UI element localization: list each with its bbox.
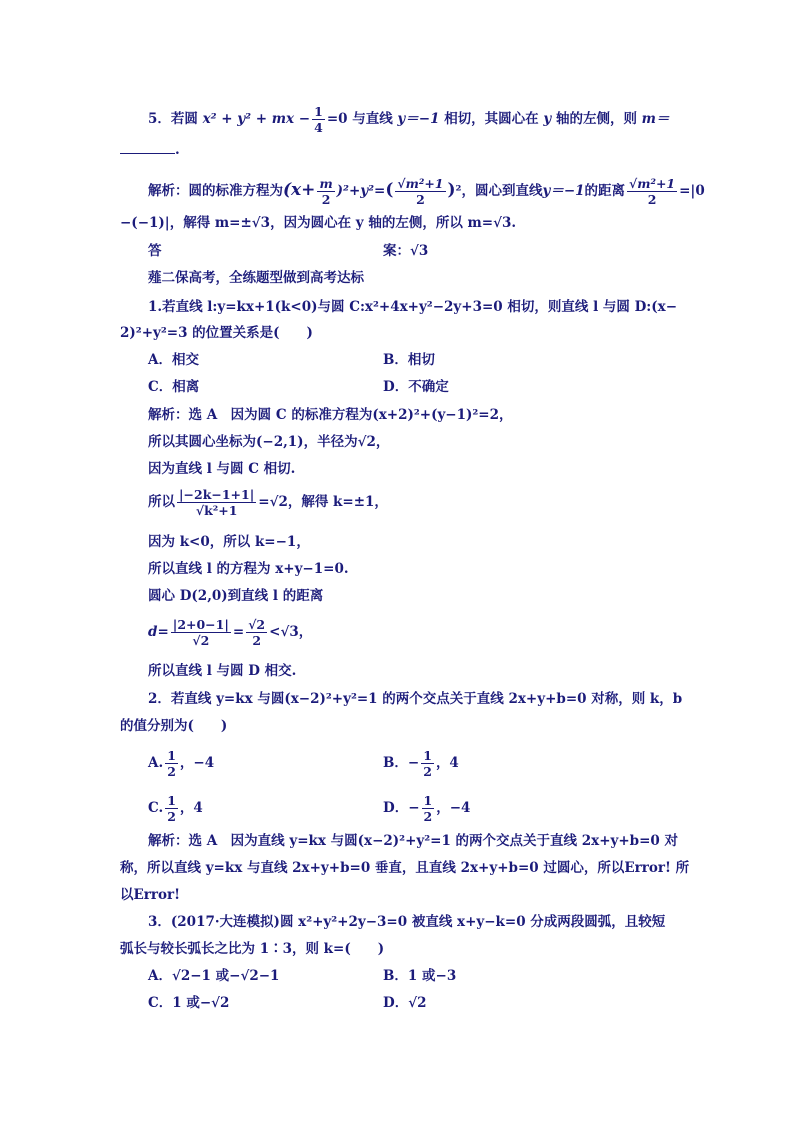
- sol-text: 圆的标准方程为: [188, 183, 283, 199]
- frac-num: √m²+1: [629, 176, 676, 191]
- answer-value: √3: [410, 243, 429, 259]
- q3-stem-line2: 弧长与较长弧长之比为 1∶3，则 k=( ): [120, 941, 385, 957]
- sol-text: =: [232, 624, 245, 640]
- q1-solution-line1: 解析：选 A 因为圆 C 的标准方程为(x+2)²+(y−1)²=2，: [148, 407, 513, 423]
- opt-letter: C.: [148, 800, 164, 816]
- q3-option-c: C．1 或−√2: [148, 995, 230, 1011]
- q2-solution-line1: 解析：选 A 因为直线 y=kx 与圆(x−2)²+y²=1 的两个交点关于直线 2x+y+b=0 对: [148, 833, 678, 849]
- frac-den: √2: [192, 633, 210, 648]
- opt-text: ，−4: [436, 800, 471, 816]
- q2-solution-line2: 称，所以直线 y=kx 与直线 2x+y+b=0 垂直，且直线 2x+y+b=0 过圆心，所以Error! 所: [120, 860, 690, 876]
- frac-den: 2: [423, 809, 433, 824]
- q1-solution-line6: 所以直线 l 的方程为 x+y−1=0.: [148, 561, 349, 577]
- q3-option-d: D．√2: [383, 995, 427, 1011]
- section-title: 薤二保高考，全练题型做到高考达标: [148, 270, 364, 286]
- q5-stem-line1: [148, 104, 669, 135]
- sol-text: 所以: [148, 494, 175, 510]
- q5-answer-blank: [120, 140, 180, 160]
- q1-option-d: D．不确定: [383, 379, 449, 395]
- q5-answer: [383, 241, 428, 261]
- q1-stem-line1: 1.若直线 l:y=kx+1(k<0)与圆 C:x²+4x+y²−2y+3=0 相切，则直线 l 与圆 D:(x−: [148, 299, 678, 315]
- period: .: [175, 142, 180, 158]
- q2-solution-line3: 以Error!: [120, 887, 181, 903]
- frac-num: 1: [314, 104, 323, 119]
- q5-answer-label-a: 答: [148, 243, 162, 259]
- q3-option-a: A．√2−1 或−√2−1: [148, 968, 280, 984]
- frac-den: √k²+1: [195, 503, 238, 518]
- q2-option-a: [148, 748, 214, 779]
- opt-fraction: [165, 793, 178, 824]
- sol-math: (x+: [283, 180, 316, 200]
- frac-num: 1: [167, 748, 176, 763]
- q1-solution-line9: 所以直线 l 与圆 D 相交.: [148, 663, 297, 679]
- sol-math: )²+y²=: [336, 183, 386, 199]
- q5-axis: y: [543, 111, 552, 127]
- frac-den: 2: [416, 192, 425, 207]
- q1-solution-line3: 因为直线 l 与圆 C 相切.: [148, 461, 296, 477]
- q1-solution-line2: 所以其圆心坐标为(−2,1)，半径为√2，: [148, 434, 390, 450]
- q3-stem-line1: 3．(2017·大连模拟)圆 x²+y²+2y−3=0 被直线 x+y−k=0 分成两段圆弧，且较短: [148, 914, 666, 930]
- opt-text: ，4: [179, 800, 203, 816]
- q5-text: 相切，其圆心在: [444, 111, 539, 127]
- frac-num: |−2k−1+1|: [179, 487, 255, 502]
- sol-text: ²，圆心到直线: [455, 183, 543, 199]
- answer-blank: [120, 141, 175, 154]
- frac-den: 4: [314, 120, 323, 135]
- q1-solution-line8: [148, 617, 312, 648]
- q1-option-b: B．相切: [383, 352, 435, 368]
- paren: ): [447, 180, 456, 200]
- q5-fraction: [312, 104, 325, 135]
- q5-line-eq: y＝−1: [397, 111, 440, 127]
- q5-text: =0 与直线: [326, 111, 393, 127]
- opt-fraction: [421, 748, 434, 779]
- sol-fraction: [177, 487, 256, 518]
- q2-option-b: [383, 748, 459, 779]
- frac-den: 2: [423, 764, 432, 779]
- q2-option-d: [383, 793, 470, 824]
- q1-stem-line2: 2)²+y²=3 的位置关系是( ): [120, 325, 313, 341]
- q2-stem-line1: 2．若直线 y=kx 与圆(x−2)²+y²=1 的两个交点关于直线 2x+y+b=0 对称，则 k，b: [148, 691, 683, 707]
- paren: (: [385, 180, 394, 200]
- opt-text: ，−4: [179, 755, 215, 771]
- sol-math: y＝−1: [542, 183, 585, 199]
- frac-num: m: [319, 176, 333, 191]
- frac-num: 1: [423, 793, 433, 808]
- frac-num: 1: [167, 793, 176, 808]
- q2-stem-line2: 的值分别为( ): [120, 718, 228, 734]
- q5-solution-line1: [148, 176, 705, 207]
- q5-solution-line2: −(−1)|，解得 m=±√3，因为圆心在 y 轴的左侧，所以 m=√3.: [120, 215, 517, 231]
- frac-num: √m²+1: [397, 176, 444, 191]
- sol-text: <√3，: [269, 624, 313, 640]
- frac-num: |2+0−1|: [172, 617, 229, 632]
- sol-fraction: [317, 176, 334, 207]
- q1-solution-line4: [148, 487, 388, 518]
- q5-equation: x² + y² + mx −: [202, 111, 311, 127]
- sol-math: d=: [148, 624, 169, 640]
- q1-option-a: A．相交: [148, 352, 199, 368]
- opt-fraction: [165, 748, 178, 779]
- frac-num: √2: [248, 617, 266, 632]
- q5-m: m＝: [641, 111, 670, 127]
- sol-text: =√2，解得 k=±1，: [258, 494, 388, 510]
- opt-letter: D．−: [383, 800, 420, 816]
- sol-fraction: [627, 176, 677, 207]
- frac-den: 2: [167, 764, 176, 779]
- sol-fraction: [246, 617, 267, 648]
- sol-fraction: [395, 176, 445, 207]
- frac-den: 2: [321, 192, 331, 207]
- q1-solution-line5: 因为 k<0，所以 k=−1，: [148, 534, 310, 550]
- q1-solution-line7: 圆心 D(2,0)到直线 l 的距离: [148, 588, 324, 604]
- frac-den: 2: [647, 192, 657, 207]
- opt-text: ，4: [435, 755, 459, 771]
- q5-text: 5．若圆: [148, 111, 198, 127]
- frac-den: 2: [167, 809, 176, 824]
- frac-den: 2: [252, 633, 262, 648]
- sol-fraction: [171, 617, 231, 648]
- q3-option-b: B．1 或−3: [383, 968, 457, 984]
- sol-text: 的距离: [584, 183, 626, 199]
- q5-text: 轴的左侧，则: [555, 111, 637, 127]
- sol-text: =|0: [679, 183, 705, 199]
- solution-label: 解析：: [148, 183, 189, 199]
- opt-letter: B．−: [383, 755, 420, 771]
- answer-label: 案：: [383, 243, 410, 259]
- frac-num: 1: [423, 748, 432, 763]
- q1-option-c: C．相离: [148, 379, 200, 395]
- opt-fraction: [422, 793, 435, 824]
- opt-letter: A.: [148, 755, 164, 771]
- q2-option-c: [148, 793, 203, 824]
